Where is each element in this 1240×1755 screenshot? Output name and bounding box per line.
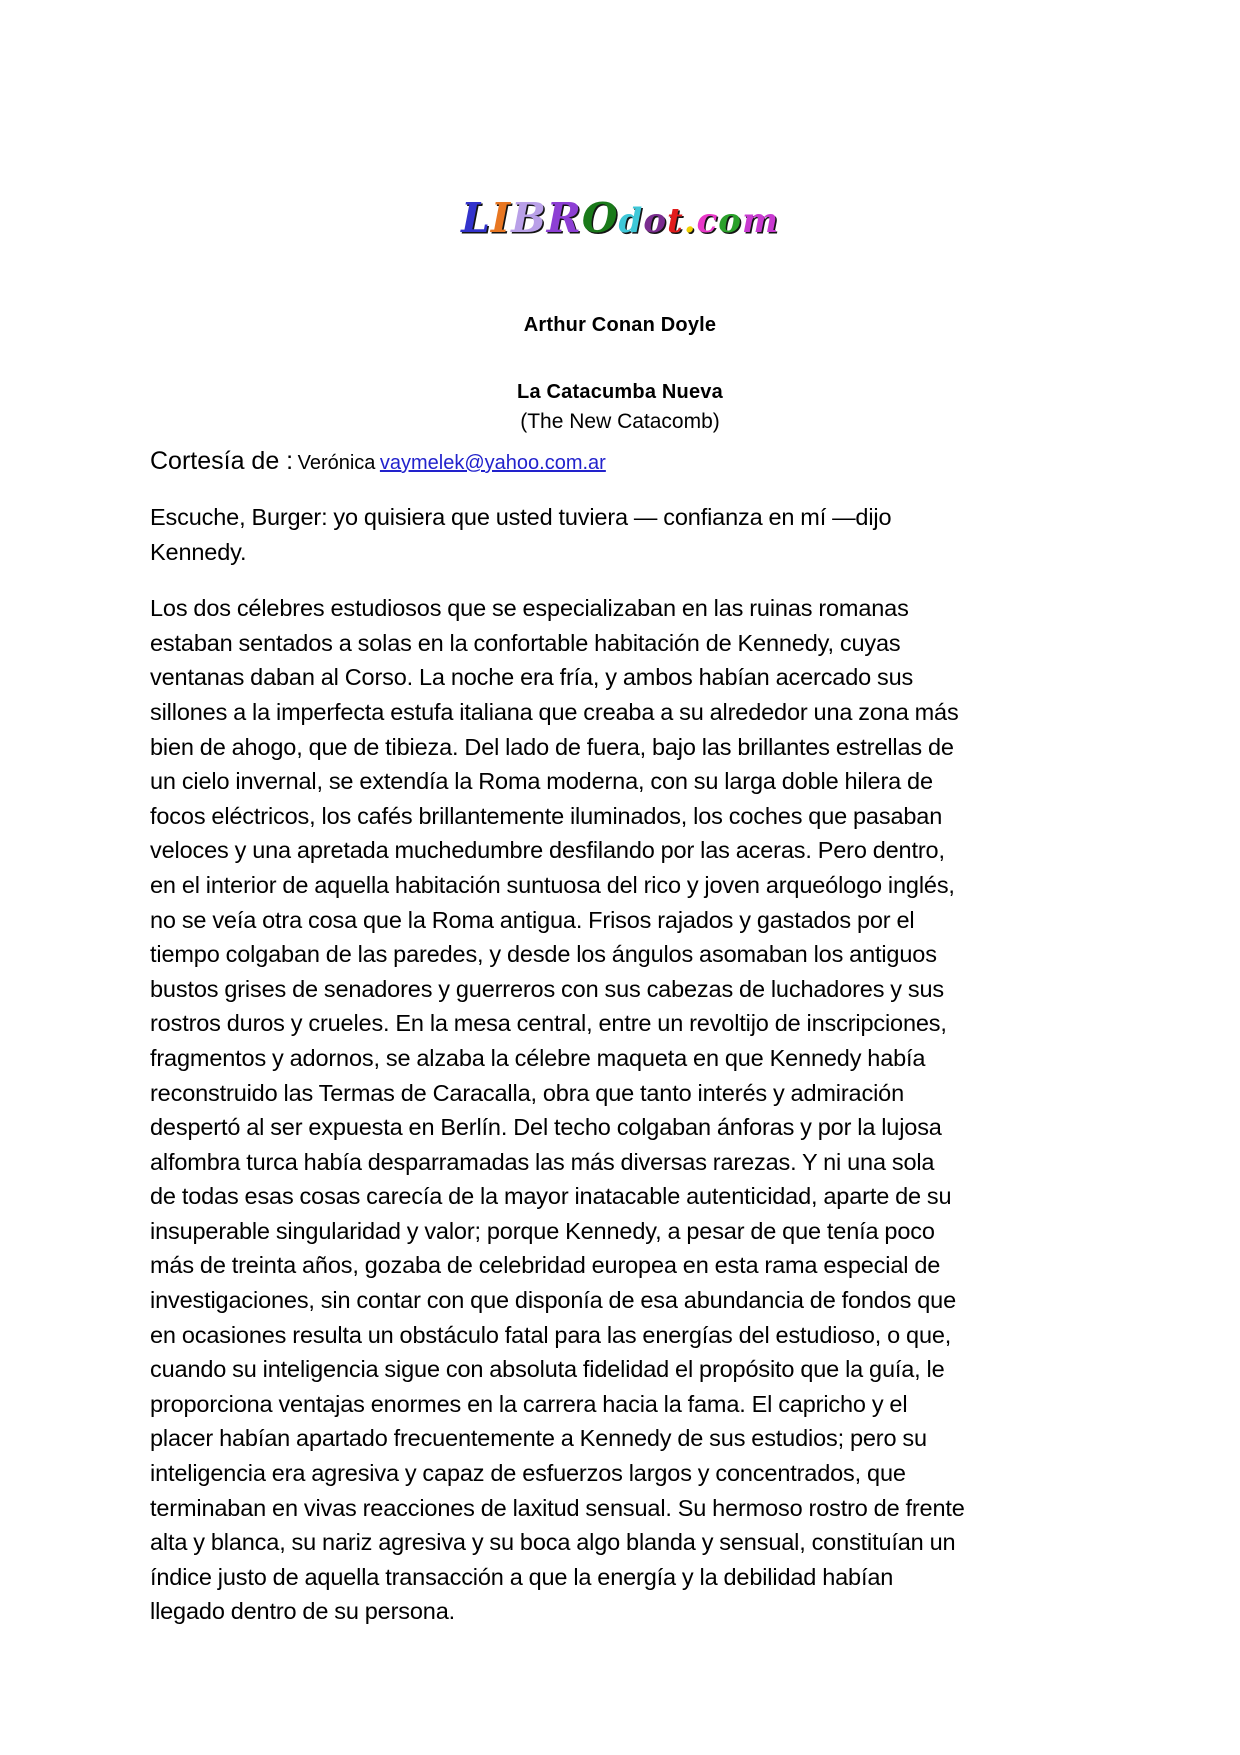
book-title-english: (The New Catacomb) bbox=[520, 410, 720, 433]
author-name: Arthur Conan Doyle bbox=[523, 314, 717, 336]
logo-letter-1: I bbox=[490, 194, 512, 242]
logo-wordmark bbox=[461, 194, 779, 242]
librodot-logo[interactable] bbox=[0, 194, 1240, 242]
paragraph-dialogue: Escuche, Burger: yo quisiera que usted tuviera — confianza en mí —dijo Kennedy. bbox=[150, 504, 892, 565]
paragraph-main: Los dos célebres estudiosos que se especializaban en las ruinas romanas estaban sentados a solas en la confortable habitación de Kennedy, cuyas ventanas daban al Corso. La noche era fría, y ambos habían acercado sus sillones a la imperfecta estufa italiana que creaba a su alrededor una zona más bien de ahogo, que de tibieza. Del lado de fuera, bajo las brillantes estrellas de un cielo invernal, se extendía la Roma moderna, con su larga doble hilera de focos eléctricos, los cafés brillantemente iluminados, los coches que pasaban veloces y una apretada muchedumbre desfilando por las aceras. Pero dentro, en el interior de aquella habitación suntuosa del rico y joven arqueólogo inglés, no se veía otra cosa que la Roma antigua. Frisos rajados y gastados por el tiempo colgaban de las paredes, y desde los ángulos asomaban los antiguos bustos grises de senadores y guerreros con sus cabezas de luchadores y sus rostros duros y crueles. En la mesa central, entre un revoltijo de inscripciones, fragmentos y adornos, se alzaba la célebre maqueta en que Kennedy había reconstruido las Termas de Caracalla, obra que tanto interés y admiración despertó al ser expuesta en Berlín. Del techo colgaban ánforas y por la lujosa alfombra turca había desparramadas las más diversas rarezas. Y ni una sola de todas esas cosas carecía de la mayor inatacable autenticidad, aparte de su insuperable singularidad y valor; porque Kennedy, a pesar de que tenía poco más de treinta años, gozaba de celebridad europea en esta rama especial de investigaciones, sin contar con que disponía de esa abundancia de fondos que en ocasiones resulta un obstáculo fatal para las energías del estudioso, o que, cuando su inteligencia sigue con absoluta fidelidad el propósito que la guía, le proporciona ventajas enormes en la carrera hacia la fama. El capricho y el placer habían apartado frecuentemente a Kennedy de sus estudios; pero su inteligencia era agresiva y capaz de esfuerzos largos y concentrados, que terminaban en vivas reacciones de laxitud sensual. Su hermoso rostro de frente alta y blanca, su nariz agresiva y su boca algo blanda y sensual, constituían un índice justo de aquella transacción a que la energía y la debilidad habían llegado dentro de su persona. bbox=[150, 595, 965, 1625]
logo-letter-5: d bbox=[618, 201, 644, 241]
logo-letter-7: t bbox=[667, 201, 684, 241]
logo-letter-4: O bbox=[581, 194, 619, 242]
logo-letter-0: L bbox=[461, 194, 491, 242]
logo-letter-2: B bbox=[511, 194, 547, 242]
courtesy-line bbox=[150, 448, 1110, 476]
courtesy-label: Cortesía de : bbox=[150, 447, 294, 475]
logo-letter-6: o bbox=[643, 201, 667, 241]
contributor-email-link[interactable]: vaymelek@yahoo.com.ar bbox=[379, 452, 606, 474]
title-block bbox=[0, 314, 1240, 434]
book-title-spanish: La Catacumba Nueva bbox=[517, 381, 723, 403]
logo-letter-10: o bbox=[718, 201, 742, 241]
logo-letter-8: . bbox=[683, 201, 697, 241]
logo-letter-11: m bbox=[741, 201, 779, 241]
logo-letter-9: c bbox=[696, 201, 719, 241]
logo-letter-3: R bbox=[546, 194, 582, 242]
contributor-name: Verónica bbox=[297, 452, 376, 474]
body-text bbox=[150, 500, 965, 1629]
